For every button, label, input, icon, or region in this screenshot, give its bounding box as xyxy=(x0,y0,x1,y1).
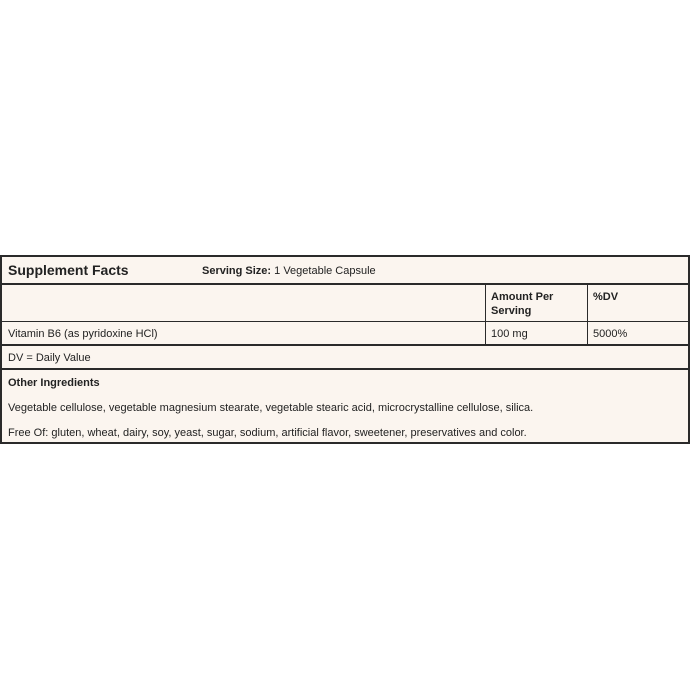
nutrient-name: Vitamin B6 (as pyridoxine HCl) xyxy=(8,328,158,340)
column-header-amount: Amount Per Serving xyxy=(491,291,554,317)
column-divider xyxy=(485,322,486,344)
panel-title: Supplement Facts xyxy=(8,262,129,278)
column-divider xyxy=(587,285,588,321)
dv-note-row xyxy=(2,346,688,370)
serving-size-label: Serving Size: xyxy=(202,265,272,277)
column-header-dv: %DV xyxy=(593,291,619,303)
supplement-facts-panel xyxy=(0,255,690,444)
table-header-row xyxy=(2,285,688,322)
nutrient-dv: 5000% xyxy=(593,328,628,340)
column-divider xyxy=(587,322,588,344)
free-of-text: Free Of: gluten, wheat, dairy, soy, yeast, sugar, sodium, artificial flavor, sweetener, preservatives and color. xyxy=(8,427,527,439)
serving-size xyxy=(202,265,376,277)
dv-note: DV = Daily Value xyxy=(8,352,91,364)
nutrient-amount: 100 mg xyxy=(491,328,528,340)
serving-size-value: 1 Vegetable Capsule xyxy=(274,265,376,277)
table-row xyxy=(2,322,688,346)
panel-header xyxy=(2,257,688,285)
column-divider xyxy=(485,285,486,321)
other-ingredients-text: Vegetable cellulose, vegetable magnesium stearate, vegetable stearic acid, microcrystalline cellulose, silica. xyxy=(8,402,534,414)
other-ingredients-title: Other Ingredients xyxy=(8,377,100,389)
other-ingredients-section xyxy=(2,370,688,442)
